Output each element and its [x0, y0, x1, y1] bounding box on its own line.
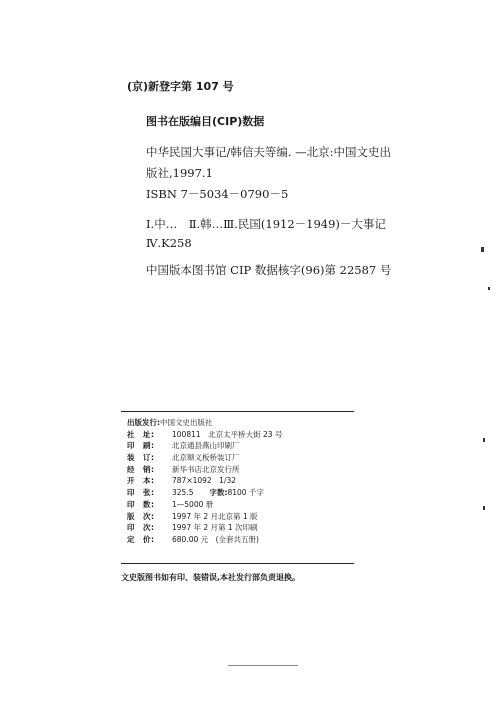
cip-heading: 图书在版编目(CIP)数据 [146, 115, 265, 128]
row-value: 325.5 [172, 488, 194, 498]
edition-row [127, 511, 357, 523]
row-value: 1997 年 2 月北京第 1 版 [172, 511, 258, 521]
scan-mark [483, 506, 485, 510]
row-label: 印 刷: [127, 441, 155, 451]
row-value: 中国文史出版社 [160, 418, 213, 427]
row-value: 1997 年 2 月第 1 次印刷 [172, 523, 258, 533]
registration-number: (京)新登字第 107 号 [127, 80, 234, 93]
row-value: 新华书店北京发行所 [172, 464, 240, 474]
row-label: 装 订: [127, 453, 155, 463]
publisher-row [127, 417, 357, 429]
scan-mark [488, 287, 490, 290]
row-label: 版 次: [127, 511, 155, 521]
printer-row [127, 440, 357, 452]
price-row [127, 534, 357, 546]
publication-details [127, 417, 357, 546]
bottom-divider [121, 563, 354, 564]
address-row [127, 429, 357, 441]
row-label: 定 价: [127, 534, 155, 544]
binder-row [127, 452, 357, 464]
row-value: 787×1092 1/32 [172, 476, 237, 486]
row-label: 印 数: [127, 499, 155, 509]
row-label: 印 次: [127, 523, 155, 533]
isbn-line: ISBN 7－5034－0790－5 [146, 187, 289, 201]
scan-mark [228, 665, 298, 666]
format-row [127, 475, 357, 487]
row-value: 680.00 元 (全套共五册) [172, 534, 259, 544]
print-run-row [127, 499, 357, 511]
distributor-row [127, 464, 357, 476]
row-label: 开 本: [127, 476, 155, 486]
sheets-row [127, 487, 357, 499]
row-label: 社 址: [127, 429, 155, 439]
word-count-value: 8100 千字 [227, 488, 264, 498]
scan-mark [483, 438, 485, 442]
classification-line-1: Ⅰ.中… Ⅱ.韩…Ⅲ.民国(1912－1949)－大事记 [146, 217, 386, 231]
word-count-label: 字数: [209, 488, 228, 498]
row-value: 1—5000 册 [172, 499, 214, 509]
row-value: 北京通县燕山印刷厂 [172, 441, 240, 451]
top-divider [121, 411, 354, 412]
classification-line-2: Ⅳ.K258 [146, 236, 192, 250]
scan-mark [481, 247, 484, 252]
return-notice: 文史版图书如有印、装错误,本社发行部负责退换。 [121, 573, 301, 582]
cip-line-1: 中华民国大事记/韩信夫等编. —北京:中国文史出 [146, 145, 392, 159]
row-value: 北京顺义板桥装订厂 [172, 453, 240, 463]
cip-record-number: 中国版本图书馆 CIP 数据核字(96)第 22587 号 [146, 263, 392, 277]
row-value: 100811 北京太平桥大街 23 号 [172, 429, 283, 439]
cip-line-2: 版社,1997.1 [146, 166, 213, 180]
row-label: 印 张: [127, 488, 155, 498]
row-label: 出版发行: [127, 418, 160, 427]
printing-row [127, 522, 357, 534]
row-label: 经 销: [127, 464, 155, 474]
